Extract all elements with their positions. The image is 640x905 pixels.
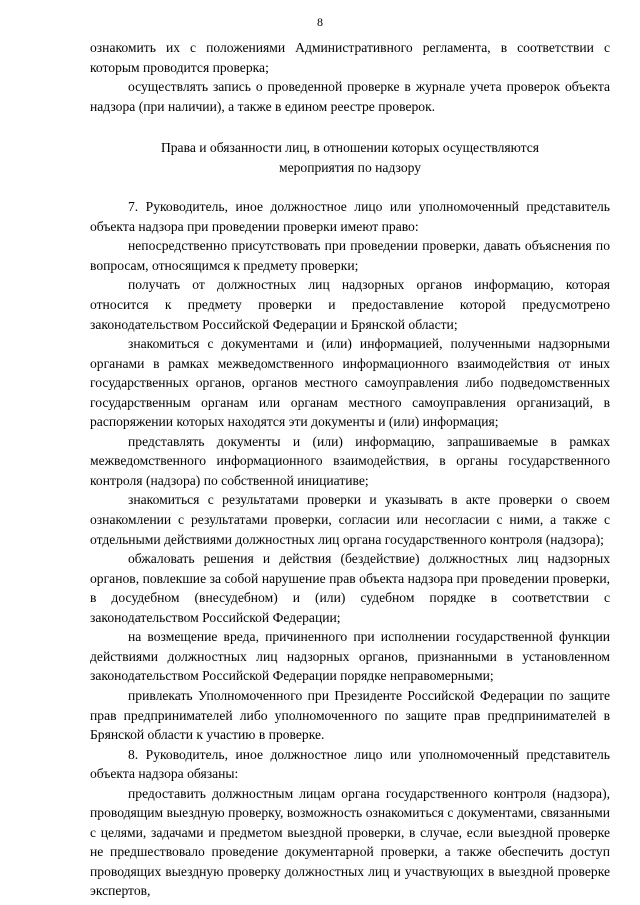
paragraph: предоставить должностным лицам органа государственного контроля (надзора), проводящим выездную проверку, возможность ознакомиться с документами, связанными с целями, задачами и предметом выездной проверки, в случае, если выездной проверке не предшествовало проведение документарной проверки, а также обеспечить доступ проводящих выездную проверку должностных лиц и участвующих в выездной проверке экспертов, <box>90 785 610 899</box>
paragraph: получать от должностных лиц надзорных органов информацию, которая относится к предмету проверки и предоставление которой предусмотрено законодательством Российской Федерации и Брянской области; <box>90 277 610 332</box>
paragraph: 7. Руководитель, иное должностное лицо или уполномоченный представитель объекта надзора при проведении проверки имеют право: <box>90 199 610 234</box>
section-heading: Права и обязанности лиц, в отношении которых осуществляются мероприятия по надзору <box>160 140 540 175</box>
paragraph: 8. Руководитель, иное должностное лицо или уполномоченный представитель объекта надзора обязаны: <box>90 746 610 782</box>
paragraph: на возмещение вреда, причиненного при исполнении государственной функции действиями должностных лиц надзорных органов, признанными в установленном законодательством Российской Федерации порядке неправомерными; <box>90 629 610 684</box>
paragraph: привлекать Уполномоченного при Президенте Российской Федерации по защите прав предпринимателей либо уполномоченного по защите прав предпринимателей в Брянской области к участию в проверке. <box>90 687 610 743</box>
paragraph: осуществлять запись о проведенной проверке в журнале учета проверок объекта надзора (при наличии), а также в едином реестре проверок. <box>90 79 610 114</box>
page-number: 8 <box>317 15 323 29</box>
paragraph: знакомиться с результатами проверки и указывать в акте проверки о своем ознакомлении с результатами проверки, согласии или несогласии с ними, а также с отдельными действиями должностных лиц органа государственного контроля (надзора); <box>90 492 610 547</box>
paragraph: ознакомить их с положениями Административного регламента, в соответствии с которым проводится проверка; <box>90 40 610 75</box>
document-body <box>90 38 610 901</box>
paragraph: представлять документы и (или) информацию, запрашиваемые в рамках межведомственного информационного взаимодействия, в органы государственного контроля (надзора) по собственной инициативе; <box>90 433 610 488</box>
paragraph: непосредственно присутствовать при проведении проверки, давать объяснения по вопросам, относящимся к предмету проверки; <box>90 238 610 273</box>
paragraph: знакомиться с документами и (или) информацией, полученными надзорными органами в рамках межведомственного информационного взаимодействия от иных государственных органов, органов местного самоуправления либо подведомственных государственным органам или органам местного самоуправления организаций, в распоряжении которых находятся эти документы и (или) информация; <box>90 336 610 430</box>
paragraph: обжаловать решения и действия (бездействие) должностных лиц надзорных органов, повлекшие за собой нарушение прав объекта надзора при проведении проверки, в досудебном (внесудебном) и (или) судебном порядке в соответствии с законодательством Российской Федерации; <box>90 551 610 625</box>
